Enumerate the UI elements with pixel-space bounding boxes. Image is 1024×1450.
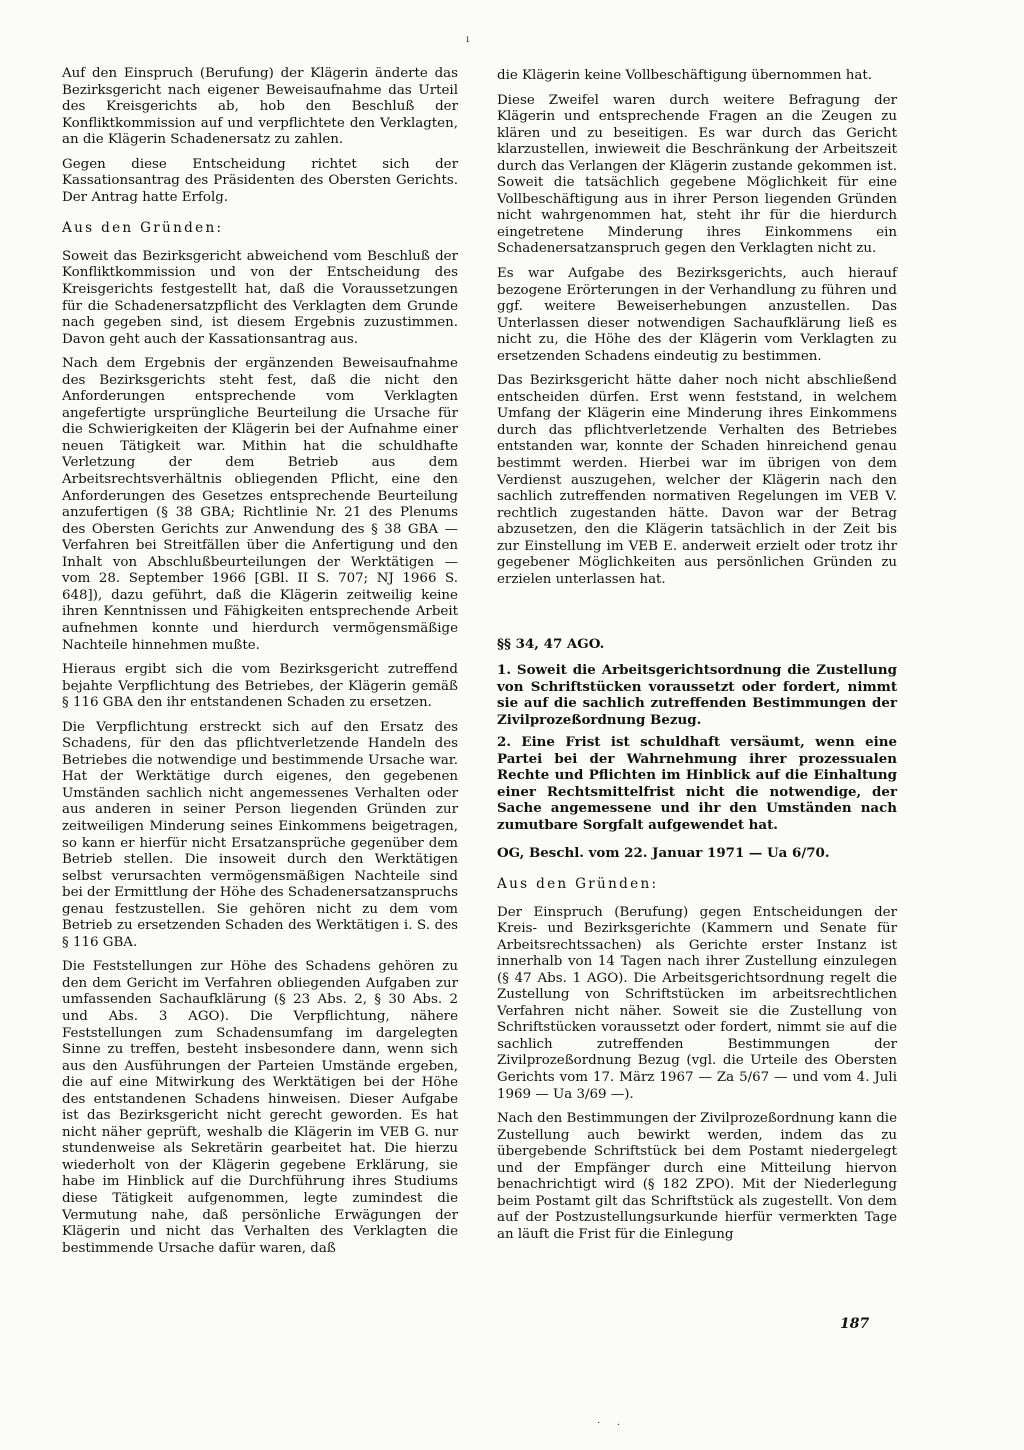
section-heading: Aus den Gründen:	[497, 875, 659, 892]
right-column	[497, 68, 897, 1251]
section-heading: Aus den Gründen:	[62, 220, 224, 237]
paragraph: Gegen diese Entscheidung richtet sich der Kassationsantrag des Präsidenten des Obersten Gerichts. Der Antrag hatte Erfolg.	[62, 156, 458, 205]
paragraph: Nach den Bestimmungen der Zivilprozeßordnung kann die Zustellung auch bewirkt werden, indem das zu übergebende Schriftstück bei dem Postamt niedergelegt und der Empfänger durch eine Mitteilung hiervon benachrichtigt wird (§ 182 ZPO). Mit der Niederlegung beim Postamt gilt das Schriftstück als zugestellt. Von dem auf der Postzustellungsurkunde hierfür vermerkten Tage an läuft die Frist für die Einlegung	[497, 1111, 897, 1242]
headnote: 2. Eine Frist ist schuldhaft versäumt, wenn eine Partei bei der Wahrnehmung ihrer prozessualen Rechte und Pflichten im Hinblick auf die Einhaltung einer Rechtsmittelfrist nicht die notwendige, der Sache angemessene und ihr den Umständen nach zumutbare Sorgfalt aufgewendet hat.	[497, 734, 897, 833]
paragraph: Das Bezirksgericht hätte daher noch nicht abschließend entscheiden dürfen. Erst wenn feststand, in welchem Umfang der Klägerin eine Minderung ihres Einkommens durch das pflichtverletzende Verhalten des Betriebes entstanden war, konnte der Schaden hinreichend genau bestimmt werden. Hierbei war im übrigen von dem Verdienst auszugehen, welcher der Klägerin nach den sachlich zutreffenden normativen Regelungen im VEB V. rechtlich zugestanden hätte. Davon war der Betrag abzusetzen, den die Klägerin tatsächlich in der Zeit bis zur Einstellung im VEB E. anderweit erzielt oder trotz ihr gegebener Möglichkeiten aus persönlichen Gründen zu erzielen unterlassen hat.	[497, 373, 897, 587]
scan-mark: ·	[617, 1420, 621, 1431]
paragraph: Es war Aufgabe des Bezirksgerichts, auch hierauf bezogene Erörterungen in der Verhandlung zu führen und ggf. weitere Beweiserhebungen anzustellen. Das Unterlassen dieser notwendigen Sachaufklärung ließ es nicht zu, die Höhe des der Klägerin vom Verklagten zu ersetzenden Schadens eindeutig zu bestimmen.	[497, 266, 897, 364]
paragraph: Diese Zweifel waren durch weitere Befragung der Klägerin und entsprechende Fragen an die Zeugen zu klären und zu beseitigen. Es war durch das Gericht klarzustellen, inwieweit die Beschränkung der Arbeitszeit durch das Verlangen der Klägerin zustande gekommen ist. Soweit die tatsächlich gegebene Möglichkeit für eine Vollbeschäftigung aus in ihrer Person liegenden Gründen nicht wahrgenommen hat, steht ihr für die hierdurch eingetretene Minderung ihres Einkommens ein Schadenersatzanspruch gegen den Verklagten nicht zu.	[497, 92, 897, 257]
paragraph: Hieraus ergibt sich die vom Bezirksgericht zutreffend bejahte Verpflichtung des Betriebes, der Klägerin gemäß § 116 GBA den ihr entstandenen Schaden zu ersetzen.	[62, 662, 458, 711]
paragraph: Nach dem Ergebnis der ergänzenden Beweisaufnahme des Bezirksgerichts steht fest, daß die nicht den Anforderungen entsprechende vom Verklagten angefertigte ursprüngliche Beurteilung die Ursache für die Schwierigkeiten der Klägerin bei der Aufnahme einer neuen Tätigkeit war. Mithin hat die schuldhafte Verletzung der dem Betrieb aus dem Arbeitsrechtsverhältnis obliegenden Pflicht, eine den Anforderungen des Gesetzes entsprechende Beurteilung anzufertigen (§ 38 GBA; Richtlinie Nr. 21 des Plenums des Obersten Gerichts zur Anwendung des § 38 GBA — Verfahren bei Streitfällen über die Anfertigung und den Inhalt von Abschlußbeurteilungen der Werktätigen — vom 28. September 1966 [GBl. II S. 707; NJ 1966 S. 648]), dazu geführt, daß die Klägerin zeitweilig keine ihren Kenntnissen und Fähigkeiten entsprechende Arbeit aufnehmen konnte und hierdurch vermögensmäßige Nachteile hinnehmen mußte.	[62, 356, 458, 653]
paragraph: Die Feststellungen zur Höhe des Schadens gehören zu den dem Gericht im Verfahren obliegenden Aufgaben zur umfassenden Sachaufklärung (§ 23 Abs. 2, § 30 Abs. 2 und Abs. 3 AGO). Die Verpflichtung, nähere Feststellungen zum Schadensumfang im dargelegten Sinne zu treffen, besteht insbesondere dann, wenn sich aus den Ausführungen der Parteien Umstände ergeben, die auf eine Mitwirkung des Werktätigen bei der Höhe des entstandenen Schadens hinweisen. Dieser Aufgabe ist das Bezirksgericht nicht gerecht geworden. Es hat nicht näher geprüft, weshalb die Klägerin im VEB G. nur stundenweise als Sekretärin gearbeitet hat. Die hierzu wiederholt von der Klägerin gegebene Erklärung, sie habe im Hinblick auf die Durchführung ihres Studiums diese Tätigkeit aufgenommen, legte zumindest die Vermutung nahe, daß persönliche Erwägungen der Klägerin und nicht das Verhalten des Verklagten die bestimmende Ursache dafür waren, daß	[62, 959, 458, 1256]
paragraph: die Klägerin keine Vollbeschäftigung übernommen hat.	[497, 68, 872, 83]
scan-mark: ·	[597, 1418, 601, 1429]
page-number: 187	[840, 1316, 870, 1332]
paragraph: Der Einspruch (Berufung) gegen Entscheidungen der Kreis- und Bezirksgerichte (Kammern und Senate für Arbeitsrechtssachen) als Gerichte erster Instanz ist innerhalb von 14 Tagen nach ihrer Zustellung einzulegen (§ 47 Abs. 1 AGO). Die Arbeitsgerichtsordnung regelt die Zustellung von Schriftstücken im arbeitsrechtlichen Verfahren nicht näher. Soweit sie die Zustellung von Schriftstücken voraussetzt oder fordert, nimmt sie auf die sachlich zutreffenden Bestimmungen der Zivilprozeßordnung Bezug (vgl. die Urteile des Obersten Gerichts vom 17. März 1967 — Za 5/67 — und vom 4. Juli 1969 — Ua 3/69 —).	[497, 904, 897, 1102]
scan-mark: ı	[466, 34, 470, 45]
decision-citation: OG, Beschl. vom 22. Januar 1971 — Ua 6/70.	[497, 845, 830, 862]
paragraph: Auf den Einspruch (Berufung) der Klägerin änderte das Bezirksgericht nach eigener Beweisaufnahme das Urteil des Kreisgerichts ab, hob den Beschluß der Konfliktkommission auf und verpflichtete den Verklagten, an die Klägerin Schadenersatz zu zahlen.	[62, 66, 458, 148]
paragraph: Soweit das Bezirksgericht abweichend vom Beschluß der Konfliktkommission und von der Entscheidung des Kreisgerichts festgestellt hat, daß die Voraussetzungen für die Schadenersatzpflicht des Verklagten dem Grunde nach gegeben sind, ist diesem Ergebnis zuzustimmen. Davon geht auch der Kassationsantrag aus.	[62, 248, 458, 347]
left-column	[62, 66, 458, 1265]
paragraph: Die Verpflichtung erstreckt sich auf den Ersatz des Schadens, für den das pflichtverletzende Handeln des Betriebes die notwendige und bestimmende Ursache war. Hat der Werktätige durch eigenes, den gegebenen Umständen sachlich nicht angemessenes Verhalten oder aus anderen in seiner Person liegenden Gründen zur zeitweiligen Minderung seines Einkommens beigetragen, so kann er hierfür nicht Ersatzansprüche gegenüber dem Betrieb stellen. Die insoweit durch den Werktätigen selbst verursachten vermögensmäßigen Nachteile sind bei der Ermittlung der Höhe des Schadenersatzanspruchs genau festzustellen. Sie gehören nicht zu dem vom Betrieb zu ersetzenden Schaden des Werktätigen i. S. des § 116 GBA.	[62, 719, 458, 950]
decision-heading: §§ 34, 47 AGO.	[497, 636, 605, 653]
headnote: 1. Soweit die Arbeitsgerichtsordnung die Zustellung von Schriftstücken voraussetzt oder fordert, nimmt sie auf die sachlich zutreffenden Bestimmungen der Zivilprozeßordnung Bezug.	[497, 661, 897, 728]
